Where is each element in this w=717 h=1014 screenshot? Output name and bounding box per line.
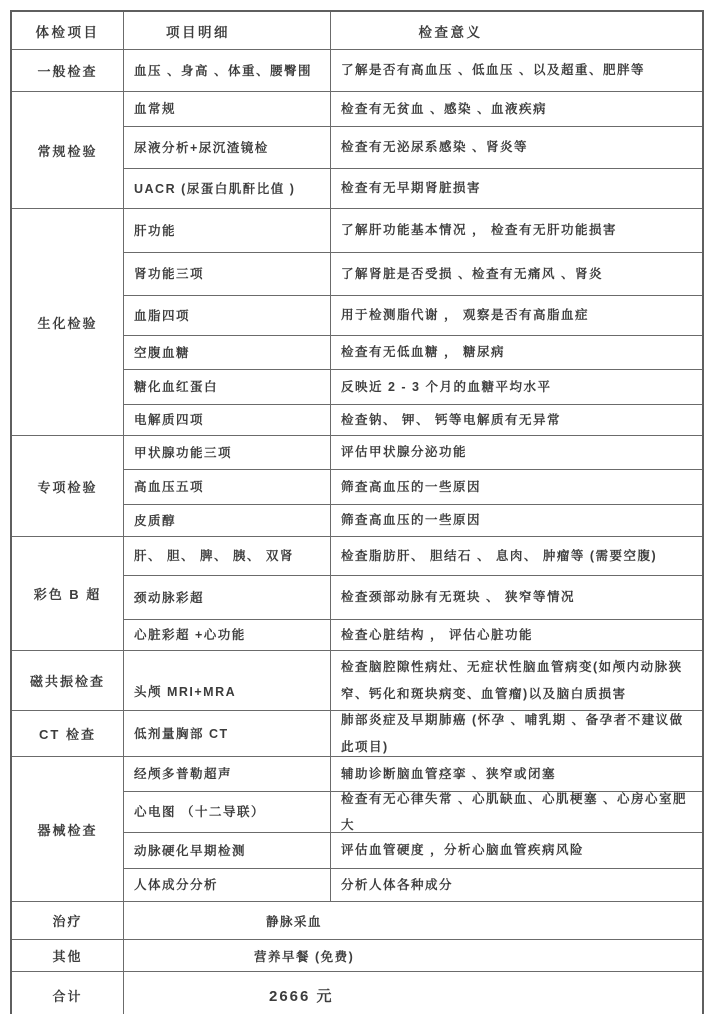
detail-cell: 尿液分析+尿沉渣镜检 xyxy=(124,127,331,168)
table-row xyxy=(124,620,702,650)
detail-cell: 肝功能 xyxy=(124,209,331,252)
table-row xyxy=(124,537,702,576)
detail-cell: 皮质醇 xyxy=(124,505,331,536)
detail-cell: 肝、 胆、 脾、 胰、 双肾 xyxy=(124,537,331,575)
significance-cell: 分析人体各种成分 xyxy=(341,877,454,892)
significance-cell: 了解肝功能基本情况 ， 检查有无肝功能损害 xyxy=(341,223,617,238)
significance-cell: 评估甲状腺分泌功能 xyxy=(341,445,468,460)
category-cell: 治疗 xyxy=(12,902,124,939)
significance-cell: 评估血管硬度 ，分析心脑血管疾病风险 xyxy=(341,843,584,858)
treatment-content-cell: 静脉采血 xyxy=(266,914,323,929)
checkup-table xyxy=(10,10,704,1014)
category-cell: 合计 xyxy=(12,972,124,1014)
category-cell: 一般检查 xyxy=(12,50,124,91)
significance-cell: 筛查高血压的一些原因 xyxy=(341,513,482,528)
group-general-exam xyxy=(12,50,702,92)
significance-cell: 检查钠、 钾、 钙等电解质有无异常 xyxy=(341,412,561,427)
row-treatment xyxy=(12,902,702,940)
table-row xyxy=(124,833,702,869)
category-cell: 彩色 B 超 xyxy=(12,537,124,650)
category-cell: 生化检验 xyxy=(12,209,124,435)
table-row xyxy=(124,869,702,901)
table-row xyxy=(124,505,702,536)
category-cell: 常规检验 xyxy=(12,92,124,208)
detail-cell: 肾功能三项 xyxy=(124,253,331,295)
detail-cell: 动脉硬化早期检测 xyxy=(124,833,331,868)
group-routine-tests xyxy=(12,92,702,209)
table-row xyxy=(124,436,702,470)
table-row xyxy=(124,296,702,336)
table-row xyxy=(124,470,702,505)
detail-cell: 血脂四项 xyxy=(124,296,331,335)
table-row xyxy=(124,370,702,405)
significance-cell: 检查心脏结构 ， 评估心脏功能 xyxy=(341,627,533,642)
table-header-row xyxy=(12,12,702,50)
significance-cell: 检查有无低血糖 ， 糖尿病 xyxy=(341,345,505,360)
category-cell: CT 检查 xyxy=(12,711,124,756)
detail-cell: 空腹血糖 xyxy=(124,336,331,369)
table-row xyxy=(124,92,702,127)
group-special-tests xyxy=(12,436,702,537)
detail-cell: 高血压五项 xyxy=(124,470,331,504)
detail-cell: 颈动脉彩超 xyxy=(124,576,331,619)
table-row xyxy=(124,792,702,833)
group-biochemical-tests xyxy=(12,209,702,436)
table-row xyxy=(124,50,702,91)
detail-cell: 电解质四项 xyxy=(124,405,331,435)
category-cell: 专项检验 xyxy=(12,436,124,536)
significance-cell: 了解肾脏是否受损 、检查有无痛风 、肾炎 xyxy=(341,266,603,281)
header-exam-item: 体检项目 xyxy=(12,12,124,49)
other-content-cell: 营养早餐 (免费) xyxy=(254,949,355,964)
detail-cell: 血压 、身高 、体重、腰臀围 xyxy=(124,50,331,91)
significance-cell: 肺部炎症及早期肺癌 (怀孕 、哺乳期 、备孕者不建议做此项目) xyxy=(341,713,684,754)
detail-cell: 低剂量胸部 CT xyxy=(124,711,331,756)
significance-cell: 反映近 2 - 3 个月的血糖平均水平 xyxy=(341,379,552,394)
group-color-ultrasound xyxy=(12,537,702,651)
detail-cell: UACR (尿蛋白肌酐比值 ) xyxy=(124,169,331,208)
significance-cell: 辅助诊断脑血管痉挛 、狭窄或闭塞 xyxy=(341,766,556,781)
significance-cell: 检查脂肪肝、 胆结石 、 息肉、 肿瘤等 (需要空腹) xyxy=(341,548,658,563)
header-significance: 检查意义 xyxy=(418,24,483,40)
significance-cell: 用于检测脂代谢 ， 观察是否有高脂血症 xyxy=(341,308,589,323)
row-total xyxy=(12,972,702,1014)
table-row xyxy=(124,711,702,756)
row-other xyxy=(12,940,702,972)
detail-cell: 糖化血红蛋白 xyxy=(124,370,331,404)
group-mri-exam xyxy=(12,651,702,711)
table-row xyxy=(124,651,702,710)
table-row xyxy=(124,576,702,620)
category-cell: 磁共振检查 xyxy=(12,651,124,710)
detail-cell: 人体成分分析 xyxy=(124,869,331,901)
group-ct-exam xyxy=(12,711,702,757)
significance-cell: 检查颈部动脉有无斑块 、 狭窄等情况 xyxy=(341,590,575,605)
significance-cell: 筛查高血压的一些原因 xyxy=(341,479,482,494)
header-item-detail: 项目明细 xyxy=(124,12,331,49)
detail-cell: 头颅 MRI+MRA xyxy=(124,651,331,710)
significance-cell: 检查有无泌尿系感染 、肾炎等 xyxy=(341,140,528,155)
total-amount-cell: 2666 元 xyxy=(269,987,334,1005)
group-instrument-exam xyxy=(12,757,702,902)
table-row xyxy=(124,405,702,435)
significance-cell: 检查有无早期肾脏损害 xyxy=(341,181,482,196)
table-row xyxy=(124,336,702,370)
significance-cell: 检查脑腔隙性病灶、无症状性脑血管病变(如颅内动脉狭窄、钙化和斑块病变、血管瘤)以及脑白质损害 xyxy=(341,660,683,701)
table-row xyxy=(124,209,702,253)
table-row xyxy=(124,127,702,169)
category-cell: 器械检查 xyxy=(12,757,124,901)
detail-cell: 血常规 xyxy=(124,92,331,126)
detail-cell: 心电图 （十二导联） xyxy=(124,792,331,832)
significance-cell: 了解是否有高血压 、低血压 、以及超重、肥胖等 xyxy=(341,63,645,78)
detail-cell: 甲状腺功能三项 xyxy=(124,436,331,469)
detail-cell: 心脏彩超 +心功能 xyxy=(124,620,331,650)
table-row xyxy=(124,253,702,296)
category-cell: 其他 xyxy=(12,940,124,971)
significance-cell: 检查有无贫血 、感染 、血液疾病 xyxy=(341,101,547,116)
significance-cell: 检查有无心律失常 、心肌缺血、心肌梗塞 、心房心室肥大 xyxy=(341,791,687,832)
table-row xyxy=(124,169,702,208)
detail-cell: 经颅多普勒超声 xyxy=(124,757,331,791)
